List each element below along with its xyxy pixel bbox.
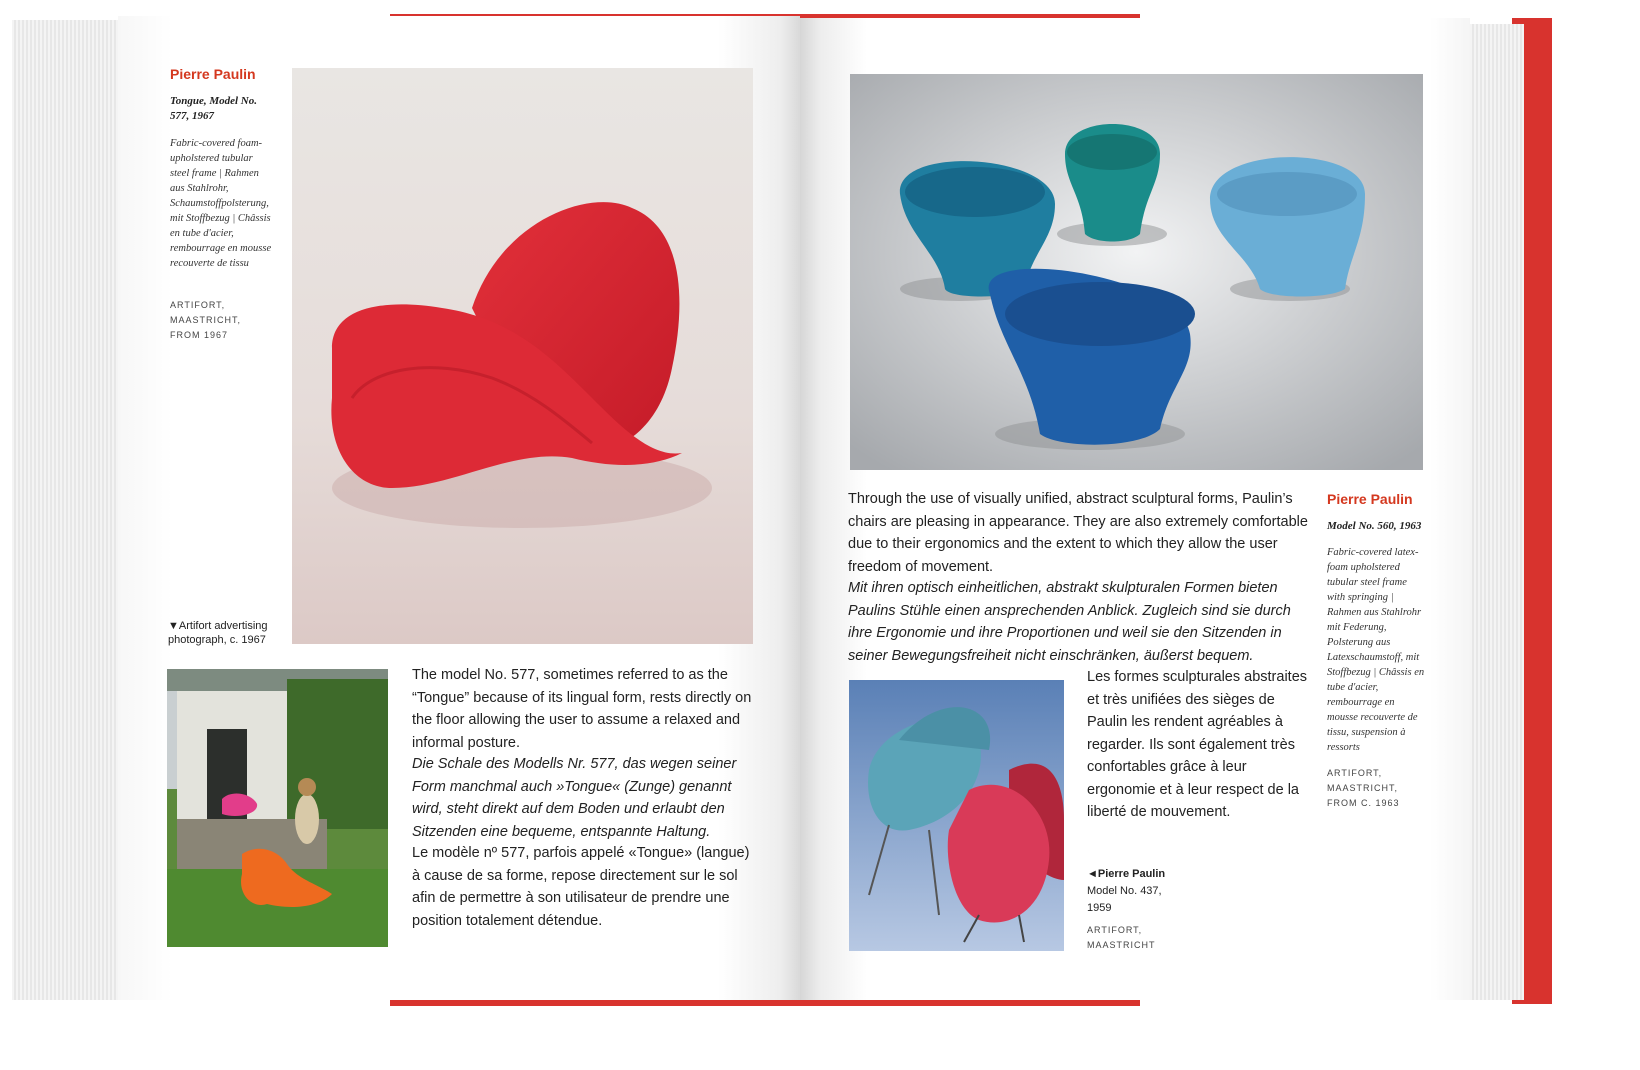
body-text-french-right: Les formes sculpturales abstraites et très unifiées des sièges de Paulin les rendent agréables à regarder. Ils sont également très confortables grâce à leur ergonomie et à leur respect de la liberté de mouvement. bbox=[1087, 669, 1308, 820]
manufacturer-text-right: ARTIFORT, MAASTRICHT, FROM C. 1963 bbox=[1327, 768, 1400, 808]
model-title-right: Model No. 560, 1963 bbox=[1327, 520, 1422, 532]
mushroom-chairs-photo bbox=[850, 74, 1423, 470]
materials-text: Fabric-covered foam-upholstered tubular steel frame | Rahmen aus Stahlrohr, Schaumstoffpolsterung, mit Stoffbezug | Châssis en tube d'acier, rembourrage en mousse recouverte de tissu bbox=[170, 138, 272, 269]
orange-slice-chairs-photo bbox=[849, 680, 1064, 951]
body-text-german-right: Mit ihren optisch einheitlichen, abstrakt skulpturalen Formen bieten Paulins Stühle einen ansprechenden Anblick. Zugleich sind sie durch ihre Ergonomie und ihre Proportionen und weil sie den Sitzenden in seiner Bewegungsfreiheit nicht einschränken, äußerst bequem. bbox=[848, 580, 1291, 664]
designer-name: Pierre Paulin bbox=[170, 66, 256, 82]
designer-name-right: Pierre Paulin bbox=[1327, 491, 1413, 507]
body-text-english-right: Through the use of visually unified, abstract sculptural forms, Paulin’s chairs are pleasing in appearance. They are also extremely comfortable due to their ergonomics and the extent to which they allow the user freedom of movement. bbox=[848, 491, 1308, 575]
right-page-stack bbox=[1466, 24, 1524, 1000]
tongue-chair-photo bbox=[292, 68, 753, 644]
model-title: Tongue, Model No. 577, 1967 bbox=[170, 95, 257, 122]
artifort-advertising-photo bbox=[167, 669, 388, 947]
photo-caption: ▼Artifort advertising photograph, c. 1967 bbox=[168, 620, 268, 646]
body-text-english: The model No. 577, sometimes referred to as the “Tongue” because of its lingual form, rests directly on the floor allowing the user to assume a relaxed and informal posture. bbox=[412, 667, 752, 751]
materials-text-right: Fabric-covered latex-foam upholstered tubular steel frame with springing | Rahmen aus Stahlrohr mit Federung, Polsterung aus Latexschaumstoff, mit Stoffbezug | Châssis en tube d'acier, rembourrage en mousse recouverte de tissu, suspension à ressorts bbox=[1327, 547, 1425, 753]
caption-model-right: Model No. 437, 1959 bbox=[1087, 885, 1162, 914]
body-text-german: Die Schale des Modells Nr. 577, das wegen seiner Form manchmal auch »Tongue« (Zunge) genannt wird, steht direkt auf dem Boden und erlaubt den Sitzenden eine bequeme, entspannte Haltung. bbox=[412, 756, 737, 840]
body-text-french: Le modèle nº 577, parfois appelé «Tongue» (langue) à cause de sa forme, repose directement sur le sol afin de permettre à son utilisateur de prendre une position totalement détendue. bbox=[412, 845, 750, 929]
caption-designer-right: ◄Pierre Paulin bbox=[1087, 868, 1166, 880]
manufacturer-text: ARTIFORT, MAASTRICHT, FROM 1967 bbox=[170, 300, 242, 340]
left-page-stack bbox=[12, 20, 122, 1000]
caption-maker-right: ARTIFORT, MAASTRICHT bbox=[1087, 925, 1156, 950]
